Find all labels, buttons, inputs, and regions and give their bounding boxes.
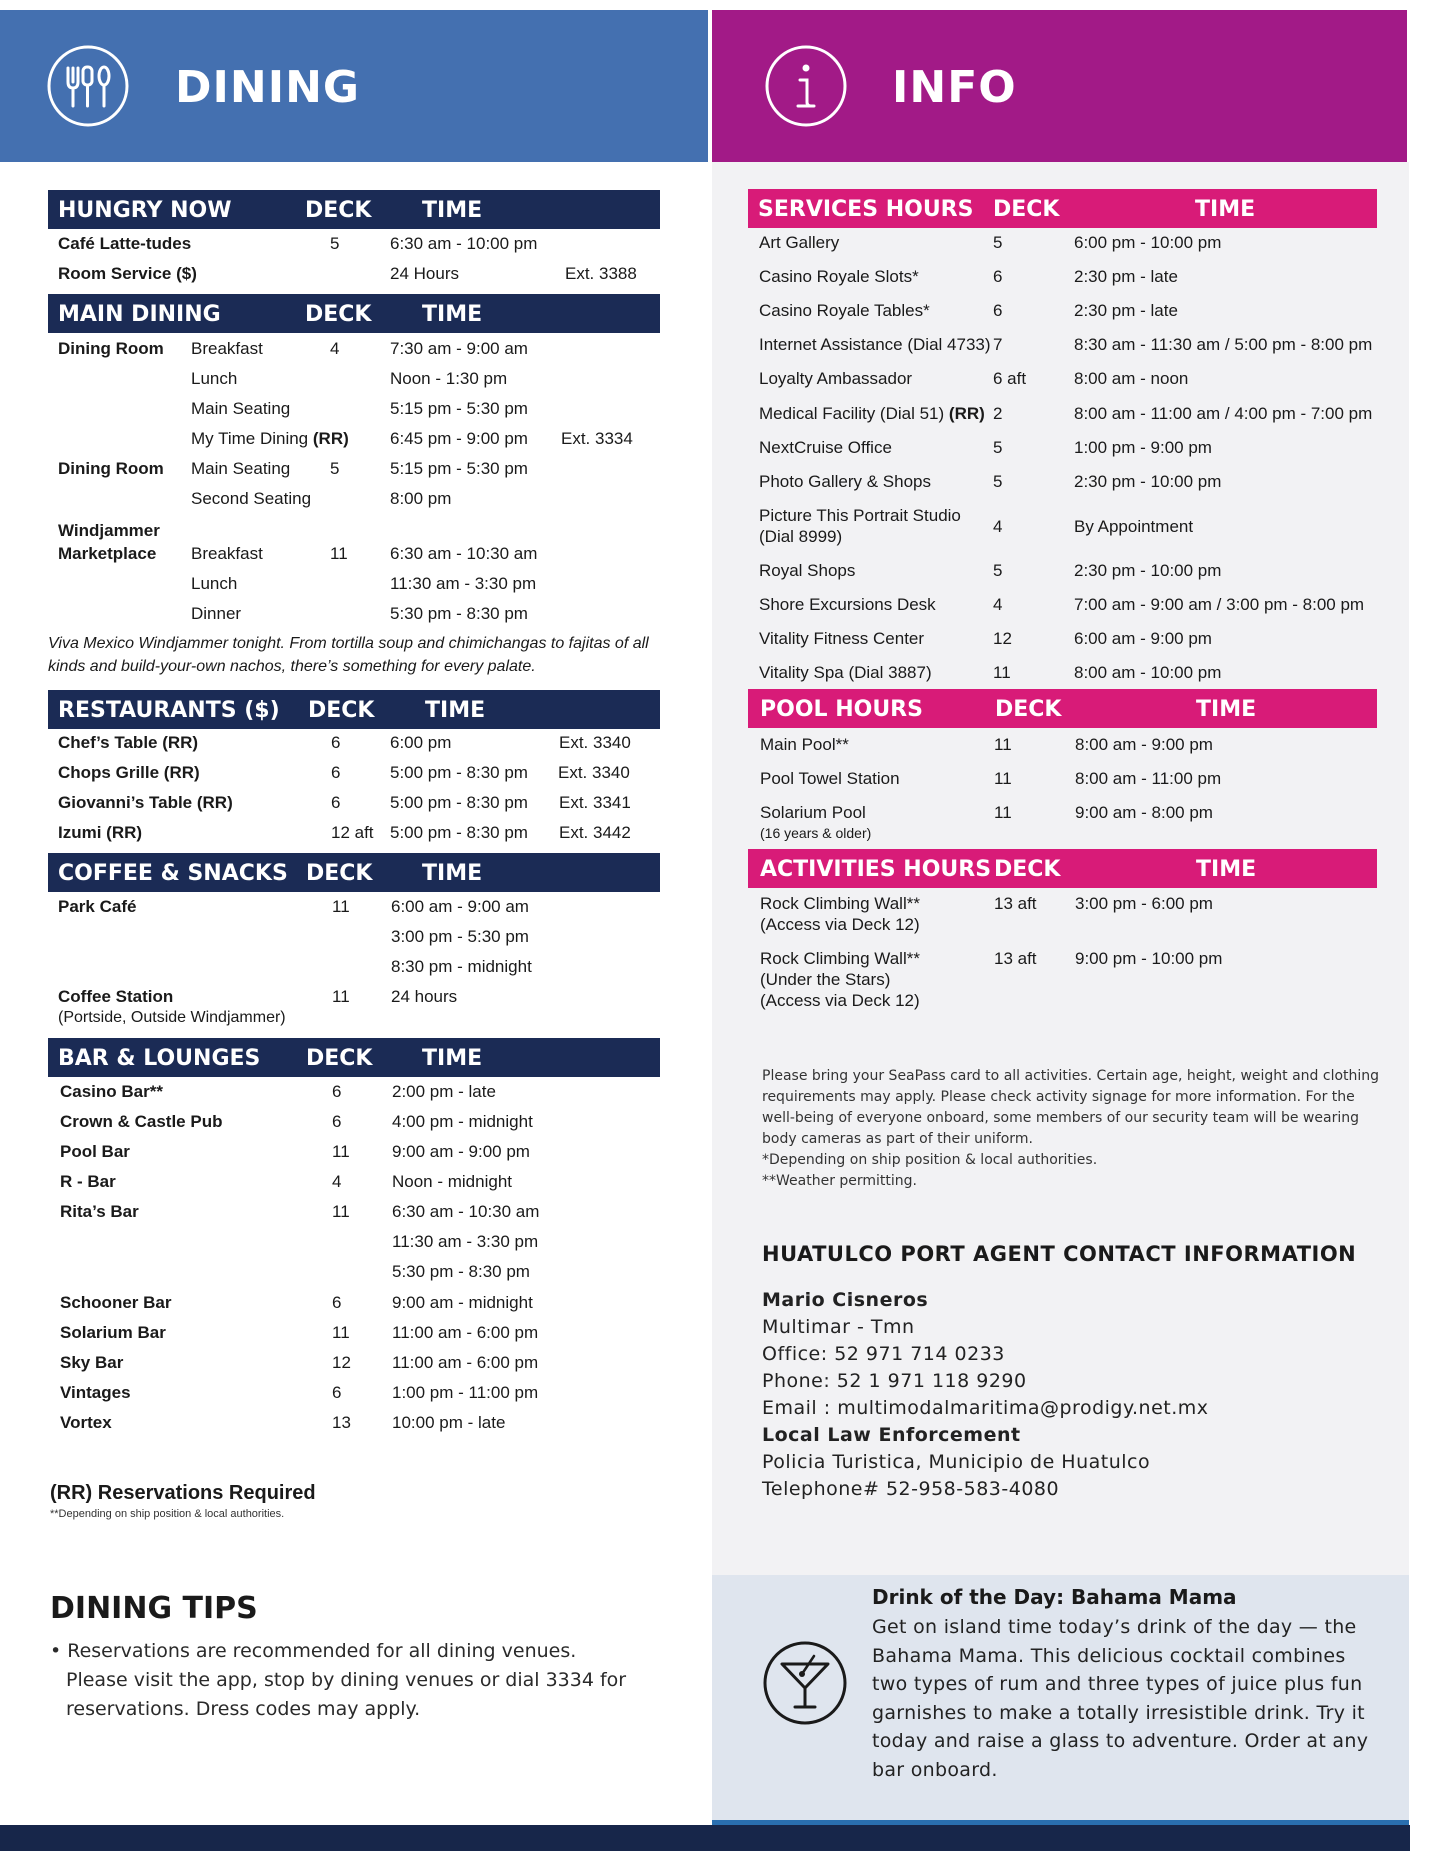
extension-value: Ext. 3388 xyxy=(565,264,637,283)
restaurants-header xyxy=(48,690,660,729)
drink-line: Get on island time today’s drink of the day — the xyxy=(872,1616,1357,1638)
time-heading: TIME xyxy=(1195,197,1256,222)
main-dining-header xyxy=(48,294,660,333)
time-value: 8:00 am - 9:00 pm xyxy=(1075,735,1213,754)
extension-value: Ext. 3341 xyxy=(559,793,631,812)
activity-note: (Access via Deck 12) xyxy=(760,991,920,1010)
note-line: *Depending on ship position & local authorities. xyxy=(762,1152,1098,1168)
drink-title: Drink of the Day: Bahama Mama xyxy=(872,1585,1237,1609)
time-value: 6:00 pm xyxy=(390,733,452,752)
law-enforcement-phone: Telephone# 52-958-583-4080 xyxy=(762,1478,1060,1500)
tip-line: Please visit the app, stop by dining venues or dial 3334 for xyxy=(66,1669,627,1691)
time-value: 9:00 am - midnight xyxy=(392,1293,533,1312)
time-heading: TIME xyxy=(422,1046,483,1071)
time-heading: TIME xyxy=(422,302,483,327)
extension-value: Ext. 3334 xyxy=(561,429,633,448)
law-enforcement-title: Local Law Enforcement xyxy=(762,1424,1021,1446)
venue-name: Solarium Bar xyxy=(60,1323,166,1342)
time-value: 7:00 am - 9:00 am / 3:00 pm - 8:00 pm xyxy=(1074,595,1365,614)
deck-heading: DECK xyxy=(308,698,375,723)
tip-line: reservations. Dress codes may apply. xyxy=(66,1698,421,1720)
agent-name: Mario Cisneros xyxy=(762,1289,929,1311)
deck-heading: DECK xyxy=(993,197,1060,222)
extension-value: Ext. 3340 xyxy=(559,733,631,752)
venue-name: Dining Room xyxy=(58,339,164,358)
service-name: Casino Royale Tables* xyxy=(759,301,930,320)
meal-name: Main Seating xyxy=(191,459,291,478)
time-value: 8:00 am - 10:00 pm xyxy=(1074,663,1222,682)
deck-value: 11 xyxy=(993,663,1011,682)
activity-name: Rock Climbing Wall** xyxy=(760,949,920,968)
pool-heading: POOL HOURS xyxy=(760,697,923,722)
deck-value: 11 xyxy=(994,735,1012,754)
time-heading: TIME xyxy=(1196,697,1257,722)
dining-tips-title: DINING TIPS xyxy=(50,1591,258,1626)
time-value: 2:30 pm - late xyxy=(1074,267,1178,286)
time-value: 10:00 pm - late xyxy=(392,1413,506,1432)
deck-heading: DECK xyxy=(305,198,372,223)
service-name: Art Gallery xyxy=(759,233,840,252)
venue-name: Café Latte-tudes xyxy=(58,234,192,253)
time-value: 3:00 pm - 6:00 pm xyxy=(1075,894,1213,913)
deck-value: 4 xyxy=(993,595,1003,614)
dining-title: DINING xyxy=(175,62,361,113)
time-value: 6:00 am - 9:00 pm xyxy=(1074,629,1212,648)
deck-value: 4 xyxy=(330,339,340,358)
time-value: 2:30 pm - 10:00 pm xyxy=(1074,472,1222,491)
deck-heading: DECK xyxy=(306,861,373,886)
deck-value: 4 xyxy=(332,1172,342,1191)
info-header xyxy=(712,10,1407,162)
time-value: 5:30 pm - 8:30 pm xyxy=(390,604,528,623)
time-heading: TIME xyxy=(425,698,486,723)
venue-name: Park Café xyxy=(58,897,137,916)
service-name: Casino Royale Slots* xyxy=(759,267,919,286)
deck-value: 11 xyxy=(332,1142,350,1161)
venue-name: Windjammer xyxy=(58,521,160,540)
time-value: 6:45 pm - 9:00 pm xyxy=(390,429,528,448)
deck-value: 13 xyxy=(332,1413,351,1432)
activities-heading: ACTIVITIES HOURS xyxy=(760,857,992,882)
venue-name: Izumi (RR) xyxy=(58,823,143,842)
tip-line: • Reservations are recommended for all dining venues. xyxy=(50,1640,577,1662)
venue-name: Room Service ($) xyxy=(58,264,197,283)
port-agent-title: HUATULCO PORT AGENT CONTACT INFORMATION xyxy=(762,1242,1357,1266)
note-line: requirements may apply. Please check activity signage for more information. For the xyxy=(762,1089,1355,1105)
hungry-now-heading: HUNGRY NOW xyxy=(58,198,232,223)
deck-value: 5 xyxy=(993,472,1003,491)
time-value: 11:30 am - 3:30 pm xyxy=(392,1232,539,1251)
time-value: 1:00 pm - 11:00 pm xyxy=(392,1383,539,1402)
drink-line: bar onboard. xyxy=(872,1758,998,1781)
deck-value: 12 xyxy=(332,1353,351,1372)
meal-label: My Time Dining xyxy=(191,429,309,448)
deck-value: 4 xyxy=(993,517,1003,536)
venue-name: Coffee Station xyxy=(58,987,174,1006)
time-value: 11:30 am - 3:30 pm xyxy=(390,574,537,593)
deck-value: 11 xyxy=(330,544,348,563)
meal-name: Second Seating xyxy=(191,489,312,508)
time-value: 5:00 pm - 8:30 pm xyxy=(390,793,528,812)
time-value: 8:30 am - 11:30 am / 5:00 pm - 8:00 pm xyxy=(1074,335,1373,354)
time-value: 8:00 am - 11:00 pm xyxy=(1075,769,1222,788)
time-value: 5:30 pm - 8:30 pm xyxy=(392,1262,530,1281)
venue-name: R - Bar xyxy=(60,1172,116,1191)
activity-notes xyxy=(762,1066,1382,1192)
agent-company: Multimar - Tmn xyxy=(762,1316,915,1338)
time-value: 7:30 am - 9:00 am xyxy=(390,339,528,358)
service-name: Loyalty Ambassador xyxy=(759,369,913,388)
time-value: 5:00 pm - 8:30 pm xyxy=(390,823,528,842)
extension-value: Ext. 3442 xyxy=(559,823,631,842)
venue-name: Sky Bar xyxy=(60,1353,124,1372)
reservations-required-note: (RR) Reservations Required xyxy=(50,1482,316,1504)
time-value: 11:00 am - 6:00 pm xyxy=(392,1323,539,1342)
service-name: Vitality Fitness Center xyxy=(759,629,925,648)
meal-name: Dinner xyxy=(191,604,242,623)
fork-knife-icon xyxy=(46,44,130,128)
venue-name: Crown & Castle Pub xyxy=(60,1112,223,1131)
time-value: 24 hours xyxy=(391,987,458,1006)
deck-value: 11 xyxy=(994,769,1012,788)
deck-value: 5 xyxy=(330,234,340,253)
deck-value: 6 xyxy=(993,301,1003,320)
time-value: 24 Hours xyxy=(390,264,459,283)
time-value: 5:15 pm - 5:30 pm xyxy=(390,459,528,478)
service-name: Photo Gallery & Shops xyxy=(759,472,931,491)
deck-value: 11 xyxy=(332,897,350,916)
venue-name: Vortex xyxy=(60,1413,112,1432)
restaurants-heading: RESTAURANTS ($) xyxy=(58,698,280,723)
time-value: Noon - 1:30 pm xyxy=(390,369,508,388)
venue-name: Vintages xyxy=(60,1383,131,1402)
venue-name: Chops Grille (RR) xyxy=(58,763,200,782)
coffee-snacks-heading: COFFEE & SNACKS xyxy=(58,861,288,886)
bar-lounges-header xyxy=(48,1038,660,1077)
venue-name: Casino Bar** xyxy=(60,1082,163,1101)
venue-name: Dining Room xyxy=(58,459,164,478)
time-value: 6:00 am - 9:00 am xyxy=(391,897,529,916)
pool-name: Main Pool** xyxy=(760,735,849,754)
time-value: 9:00 am - 9:00 pm xyxy=(392,1142,530,1161)
time-heading: TIME xyxy=(1196,857,1257,882)
footnote: **Depending on ship position & local authorities. xyxy=(50,1508,285,1520)
agent-email: Email : multimodalmaritima@prodigy.net.mx xyxy=(762,1397,1209,1419)
service-name: Royal Shops xyxy=(759,561,856,580)
venue-name: Pool Bar xyxy=(60,1142,130,1161)
time-value: 8:00 pm xyxy=(390,489,452,508)
dining-header xyxy=(0,10,708,162)
deck-value: 5 xyxy=(993,233,1003,252)
deck-value: 11 xyxy=(994,803,1012,822)
drink-description xyxy=(872,1613,1372,1784)
deck-value: 6 xyxy=(331,793,341,812)
time-value: 1:00 pm - 9:00 pm xyxy=(1074,438,1212,457)
time-value: 2:30 pm - late xyxy=(1074,301,1178,320)
deck-value: 6 xyxy=(331,733,341,752)
info-title: INFO xyxy=(892,62,1017,113)
drink-line: two types of rum and three types of juice plus fun xyxy=(872,1673,1363,1695)
service-name: Vitality Spa (Dial 3887) xyxy=(759,663,932,682)
time-value: 4:00 pm - midnight xyxy=(392,1112,533,1131)
meal-name: Breakfast xyxy=(191,339,263,358)
time-value: 6:30 am - 10:30 am xyxy=(390,544,538,563)
service-name: Internet Assistance (Dial 4733) xyxy=(759,335,991,354)
venue-name: Giovanni’s Table (RR) xyxy=(58,793,233,812)
time-value: 8:00 am - noon xyxy=(1074,369,1189,388)
service-label: Medical Facility (Dial 51) xyxy=(759,404,945,423)
deck-heading: DECK xyxy=(306,1046,373,1071)
time-value: 5:00 pm - 8:30 pm xyxy=(390,763,528,782)
hungry-now-header xyxy=(48,190,660,229)
info-icon xyxy=(764,44,848,128)
deck-value: 5 xyxy=(330,459,340,478)
deck-value: 6 xyxy=(332,1082,342,1101)
pool-name: Pool Towel Station xyxy=(760,769,900,788)
meal-name: Lunch xyxy=(191,574,238,593)
deck-value: 13 aft xyxy=(994,894,1037,913)
deck-value: 6 xyxy=(332,1112,342,1131)
service-name: Shore Excursions Desk xyxy=(759,595,936,614)
service-name: NextCruise Office xyxy=(759,438,892,457)
time-value: 5:15 pm - 5:30 pm xyxy=(390,399,528,418)
time-value: 2:30 pm - 10:00 pm xyxy=(1074,561,1222,580)
extension-value: Ext. 3340 xyxy=(558,763,630,782)
pool-age-note: (16 years & older) xyxy=(760,825,872,841)
agent-phone: Phone: 52 1 971 118 9290 xyxy=(762,1370,1027,1392)
services-heading: SERVICES HOURS xyxy=(758,197,974,222)
time-value: 8:00 am - 11:00 am / 4:00 pm - 7:00 pm xyxy=(1074,404,1373,423)
time-heading: TIME xyxy=(422,198,483,223)
drink-line: Bahama Mama. This delicious cocktail combines xyxy=(872,1644,1346,1667)
time-value: 6:30 am - 10:00 pm xyxy=(390,234,538,253)
time-value: 9:00 pm - 10:00 pm xyxy=(1075,949,1223,968)
bottom-bar xyxy=(0,1825,1410,1851)
time-value: 9:00 am - 8:00 pm xyxy=(1075,803,1213,822)
note-line: **Weather permitting. xyxy=(762,1173,918,1189)
deck-value: 5 xyxy=(993,561,1003,580)
time-value: 8:30 pm - midnight xyxy=(391,957,532,976)
reservation-required-tag: (RR) xyxy=(312,429,349,448)
windjammer-note: kinds and build-your-own nachos, there’s something for every palate. xyxy=(48,658,536,675)
deck-heading: DECK xyxy=(995,697,1062,722)
service-name xyxy=(759,404,985,424)
deck-heading: DECK xyxy=(994,857,1061,882)
time-value: By Appointment xyxy=(1074,517,1194,536)
meal-name: Main Seating xyxy=(191,399,291,418)
reservation-required-tag: (RR) xyxy=(948,404,985,423)
activity-note: (Access via Deck 12) xyxy=(760,915,920,934)
dining-tips-text xyxy=(50,1637,670,1724)
drink-line: garnishes to make a totally irresistible drink. Try it xyxy=(872,1701,1365,1724)
time-value: Noon - midnight xyxy=(392,1172,513,1191)
deck-value: 13 aft xyxy=(994,949,1037,968)
time-heading: TIME xyxy=(422,861,483,886)
venue-name: Schooner Bar xyxy=(60,1293,172,1312)
deck-value: 11 xyxy=(332,1202,350,1221)
deck-value: 12 aft xyxy=(331,823,374,842)
deck-value: 6 aft xyxy=(993,369,1027,388)
cocktail-icon xyxy=(762,1640,848,1726)
venue-name: Chef’s Table (RR) xyxy=(58,733,199,752)
meal-name xyxy=(191,429,349,449)
deck-value: 12 xyxy=(993,629,1012,648)
note-line: well-being of everyone onboard, some members of our security team will be wearing xyxy=(762,1110,1359,1126)
main-dining-heading: MAIN DINING xyxy=(58,302,221,327)
deck-value: 6 xyxy=(332,1383,342,1402)
coffee-station-location: (Portside, Outside Windjammer) xyxy=(58,1009,286,1026)
venue-name: Marketplace xyxy=(58,544,157,563)
activity-name: Rock Climbing Wall** xyxy=(760,894,920,913)
note-line: body cameras as part of their uniform. xyxy=(762,1131,1033,1147)
meal-name: Lunch xyxy=(191,369,238,388)
meal-name: Breakfast xyxy=(191,544,263,563)
deck-heading: DECK xyxy=(305,302,372,327)
time-value: 2:00 pm - late xyxy=(392,1082,496,1101)
service-name: Picture This Portrait Studio xyxy=(759,506,961,525)
activities-hours-header xyxy=(748,849,1377,888)
pool-name: Solarium Pool xyxy=(760,803,866,822)
deck-value: 2 xyxy=(993,404,1003,423)
law-enforcement-name: Policia Turistica, Municipio de Huatulco xyxy=(762,1451,1151,1473)
bar-lounges-heading: BAR & LOUNGES xyxy=(58,1046,261,1071)
venue-name: Rita’s Bar xyxy=(60,1202,139,1221)
deck-value: 6 xyxy=(993,267,1003,286)
agent-office-phone: Office: 52 971 714 0233 xyxy=(762,1343,1005,1365)
deck-value: 5 xyxy=(993,438,1003,457)
time-value: 3:00 pm - 5:30 pm xyxy=(391,927,529,946)
coffee-snacks-header xyxy=(48,853,660,892)
windjammer-note: Viva Mexico Windjammer tonight. From tortilla soup and chimichangas to fajitas of all xyxy=(48,635,649,652)
pool-hours-header xyxy=(748,689,1377,728)
deck-value: 11 xyxy=(332,987,350,1006)
time-value: 6:30 am - 10:30 am xyxy=(392,1202,540,1221)
service-dial: (Dial 8999) xyxy=(759,527,843,546)
services-hours-header xyxy=(748,189,1377,228)
deck-value: 6 xyxy=(331,763,341,782)
deck-value: 6 xyxy=(332,1293,342,1312)
page-edge xyxy=(1409,0,1430,1851)
time-value: 11:00 am - 6:00 pm xyxy=(392,1353,539,1372)
time-value: 6:00 pm - 10:00 pm xyxy=(1074,233,1222,252)
note-line: Please bring your SeaPass card to all activities. Certain age, height, weight and clothing xyxy=(762,1068,1380,1084)
drink-line: today and raise a glass to adventure. Order at any xyxy=(872,1730,1369,1752)
deck-value: 7 xyxy=(993,335,1003,354)
activity-note: (Under the Stars) xyxy=(760,970,891,989)
deck-value: 11 xyxy=(332,1323,350,1342)
